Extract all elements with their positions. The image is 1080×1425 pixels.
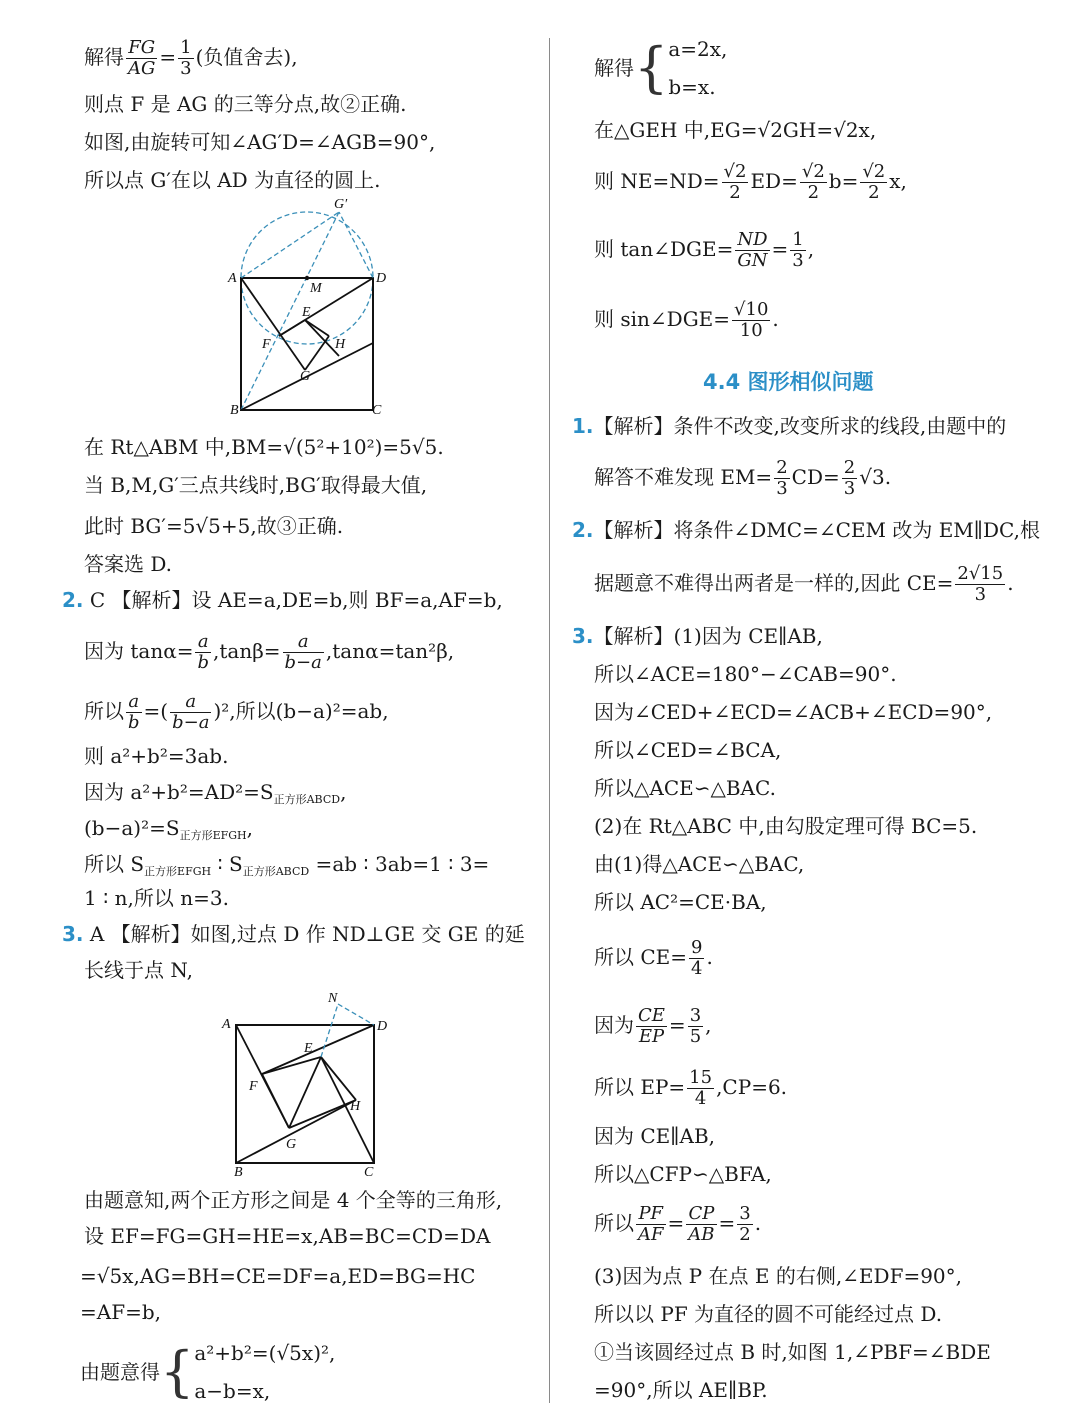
label-a: A [228,271,237,286]
section-heading: 4.4 图形相似问题 [703,370,874,394]
problem-3-line-3: 因为∠CED+∠ECD=∠ACB+∠ECD=90°, [594,700,993,724]
column-divider [549,38,550,1403]
problem-3-line-1: 3.【解析】(1)因为 CE∥AB, [572,624,823,648]
problem-2-line-1: 2.【解析】将条件∠DMC=∠CEM 改为 EM∥DC,根 [572,518,1040,542]
question-3-line-6: =AF=b, [80,1300,161,1324]
figure-two-squares [214,988,400,1178]
problem-3-line-12: 因为 CE∥AB, [594,1124,715,1148]
problem-3-line-5: 所以△ACE∽△BAC. [594,776,776,800]
question-3-line-4: 设 EF=FG=GH=HE=x,AB=BC=CD=DA [84,1224,491,1248]
question-number: 3. [572,624,594,648]
problem-2-line-2: 据题意不难得出两者是一样的,因此 CE= $\frac{2√15}{3}$ . [594,563,1014,605]
label-e: E [304,1041,313,1056]
label-h: H [350,1099,361,1114]
problem-3-line-11: 所以 EP= $\frac{15}{4}$ ,CP=6. [594,1067,788,1109]
fraction-fg-ag: $\frac{FG}{AG}$ [128,37,156,79]
left-line-6: 当 B,M,G′三点共线时,BG′取得最大值, [84,473,428,497]
left-line-1: 解得 $\frac{FG}{AG}$ = $\frac{1}{3}$ (负值舍去), [84,37,298,79]
problem-3-line-10: 因为 $\frac{CE}{EP}$ = $\frac{3}{5}$ , [594,1005,712,1047]
question-number: 2. [572,518,594,542]
question-2-line-2: 因为 tanα= $\frac{a}{b}$ ,tanβ= $\frac{a}{b-a}$ ,tanα=tan²β, [84,631,455,673]
question-3-line-3: 由题意知,两个正方形之间是 4 个全等的三角形, [84,1188,503,1212]
right-line-4: 则 tan∠DGE= $\frac{ND}{GN}$ = $\frac{1}{3}$ , [594,229,815,271]
label-d: D [376,271,387,286]
label-g: G [300,369,311,384]
fraction-one-third: $\frac{1}{3}$ [180,37,192,79]
left-line-5: 在 Rt△ABM 中,BM=√(5²+10²)=5√5. [84,435,444,459]
question-3-line-5: =√5x,AG=BH=CE=DF=a,ED=BG=HC [80,1264,476,1288]
problem-3-line-2: 所以∠ACE=180°−∠CAB=90°. [594,662,897,686]
problem-3-line-13: 所以△CFP∽△BFA, [594,1162,772,1186]
label-d: D [377,1019,388,1034]
label-f: F [249,1079,258,1094]
question-number: 2. [62,588,84,612]
question-number: 3. [62,922,84,946]
label-a: A [222,1017,231,1032]
label-g-prime: G′ [334,197,348,212]
problem-3-line-4: 所以∠CED=∠BCA, [594,738,782,762]
left-line-7: 此时 BG′=5√5+5,故③正确. [84,514,344,538]
question-2-line-6: $(b-a)^2=S_{正方形EFGH}$, [84,816,253,842]
label-b: B [230,403,239,418]
question-2-line-5: 因为 $a^2+b^2=AD^2=S_{正方形ABCD}$, [84,780,347,806]
question-2-line-4: 则 a²+b²=3ab. [84,744,229,768]
problem-3-line-17: ①当该圆经过点 B 时,如图 1,∠PBF=∠BDE [594,1340,991,1364]
label-n: N [328,991,338,1006]
question-2-line-1: 2. C 【解析】设 AE=a,DE=b,则 BF=a,AF=b, [62,588,503,612]
question-3-line-1: 3. A 【解析】如图,过点 D 作 ND⊥GE 交 GE 的延 [62,922,525,946]
problem-3-line-15: (3)因为点 P 在点 E 的右侧,∠EDF=90°, [594,1264,963,1288]
problem-3-line-8: 所以 AC²=CE·BA, [594,890,767,914]
problem-3-line-7: 由(1)得△ACE∽△BAC, [594,852,805,876]
question-2-line-3: 所以 $\frac{a}{b}$ =( $\frac{a}{b-a}$ )²,所以(b−a)²=ab, [84,691,389,733]
right-line-2: 在△GEH 中,EG=√2GH=√2x, [594,118,877,142]
left-line-8: 答案选 D. [84,552,173,576]
label-b: B [234,1165,243,1178]
label-m: M [310,281,322,296]
label-h: H [335,337,346,352]
question-3-line-2: 长线于点 N, [84,958,193,982]
problem-3-line-16: 所以以 PF 为直径的圆不可能经过点 D. [594,1302,943,1326]
problem-3-line-18: =90°,所以 AE∥BP. [594,1378,768,1402]
label-f: F [262,337,271,352]
right-line-1: 解得{ a=2x, b=x. [594,36,728,99]
problem-3-line-6: (2)在 Rt△ABC 中,由勾股定理可得 BC=5. [594,814,978,838]
left-line-3: 如图,由旋转可知∠AG′D=∠AGB=90°, [84,130,436,154]
label-g: G [286,1137,297,1152]
figure-square-circle [222,196,392,424]
question-2-line-8: 1 ∶ n,所以 n=3. [84,886,229,910]
label-e: E [302,305,311,320]
question-number: 1. [572,414,594,438]
problem-3-line-14: 所以 $\frac{PF}{AF}$ = $\frac{CP}{AB}$ = $\frac{3}{2}$ . [594,1203,762,1245]
question-2-line-7: 所以 $S_{正方形EFGH}$ ∶ $S_{正方形ABCD} =ab$ ∶ 3ab=1 ∶ 3= [84,852,490,878]
problem-3-line-9: 所以 CE= $\frac{9}{4}$ . [594,937,713,979]
label-c: C [372,403,382,418]
left-line-4: 所以点 G′在以 AD 为直径的圆上. [84,168,381,192]
label-c: C [364,1165,374,1178]
right-line-3: 则 NE=ND= $\frac{√2}{2}$ ED= $\frac{√2}{2}$ b= $\frac{√2}{2}$ x, [594,161,907,203]
question-3-line-7: 由题意得{ a²+b²=(√5x)², a−b=x, [80,1340,336,1403]
problem-1-line-2: 解答不难发现 EM= $\frac{2}{3}$ CD= $\frac{2}{3}$ √3. [594,457,892,499]
problem-1-line-1: 1.【解析】条件不改变,改变所求的线段,由题中的 [572,414,1007,438]
left-line-2: 则点 F 是 AG 的三等分点,故②正确. [84,92,407,116]
right-line-5: 则 sin∠DGE= $\frac{√10}{10}$ . [594,299,779,341]
